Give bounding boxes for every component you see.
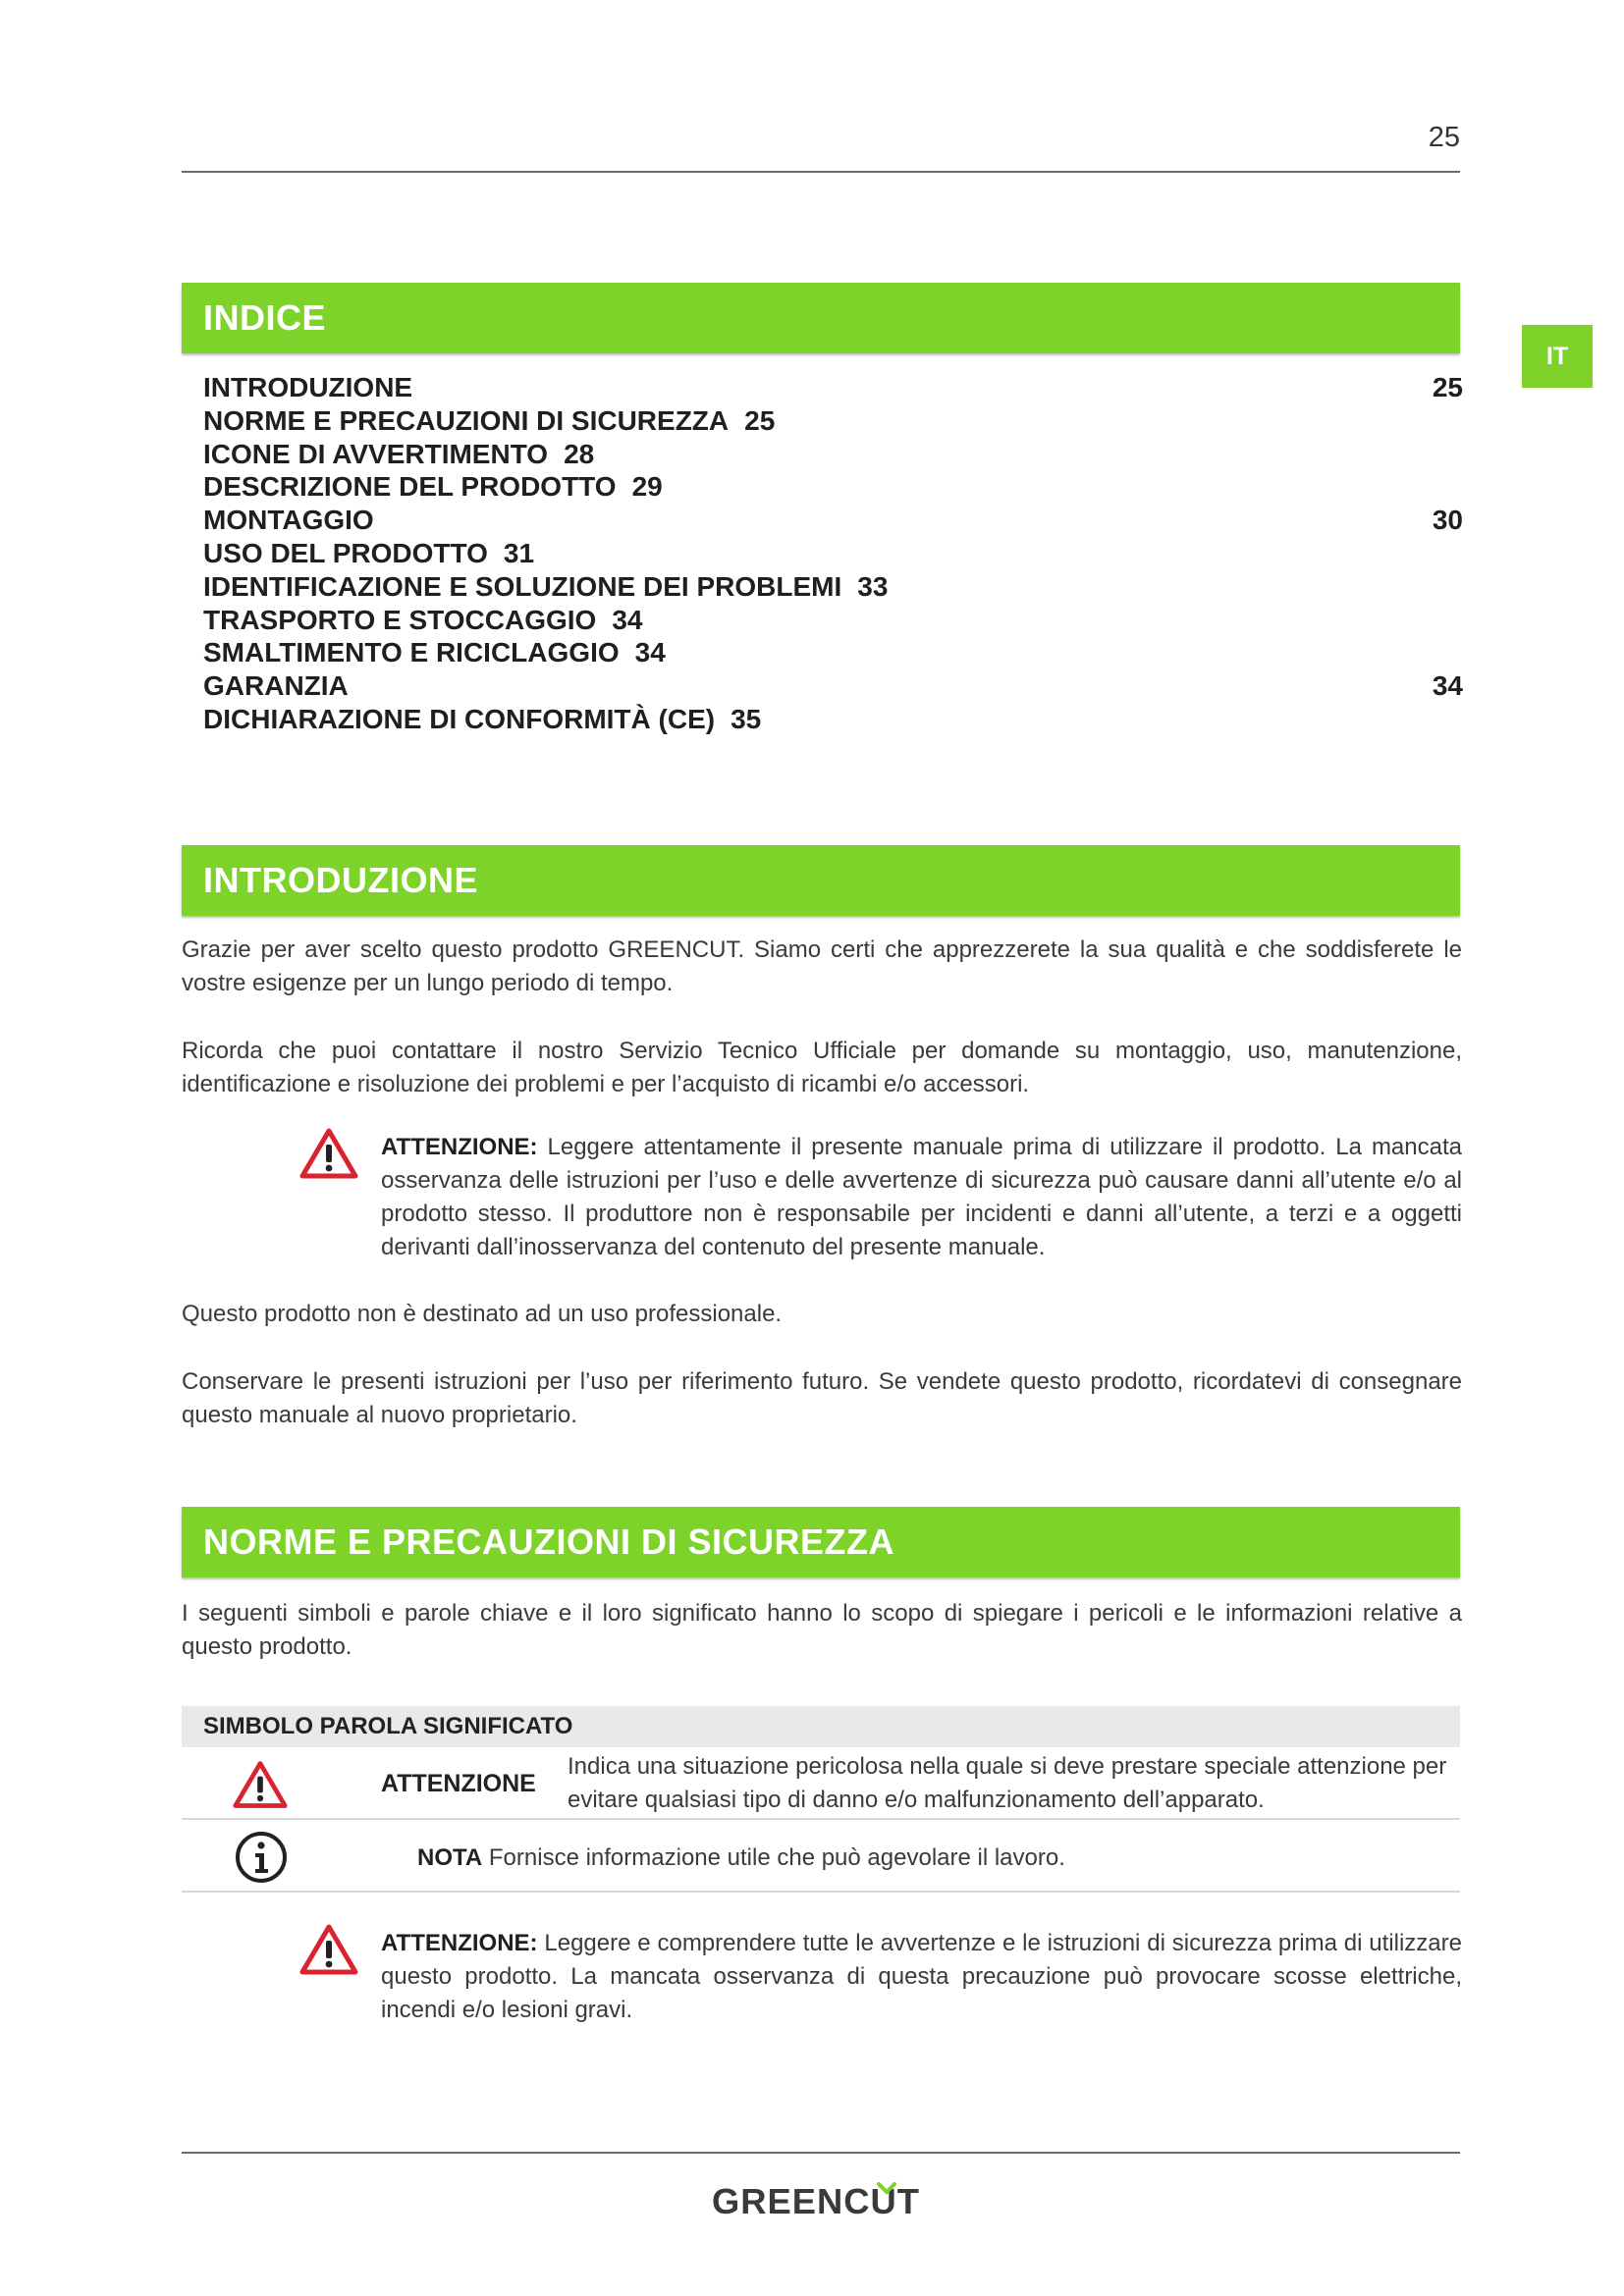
warning-body: Leggere e comprendere tutte le avvertenze e le istruzioni di sicurezza prima di utilizzare questo prodotto. La mancata osservanza di questa precauzione può provocare scosse elettriche, incendi e/o lesioni gravi. [381, 1930, 1462, 2023]
toc-entry-title: USO DEL PRODOTTO [203, 537, 488, 568]
keyword-attenzione: ATTENZIONE [381, 1770, 536, 1797]
greencut-logo [712, 2181, 928, 2220]
intro-heading: INTRODUZIONE [182, 845, 1460, 916]
safety-warning-text [381, 1927, 1462, 2027]
toc-entry-title: TRASPORTO E STOCCAGGIO [203, 604, 597, 635]
toc-entry[interactable] [203, 669, 1463, 703]
toc-entry-title: ICONE DI AVVERTIMENTO [203, 438, 549, 469]
page-number: 25 [1428, 122, 1460, 153]
toc-entry-page: 35 [731, 703, 762, 734]
keyword-nota: NOTA [417, 1844, 483, 1871]
intro-paragraph-3: Questo prodotto non è destinato ad un uso professionale. [182, 1301, 783, 1327]
intro-warning-text [381, 1131, 1462, 1264]
footer-rule [182, 2152, 1460, 2154]
toc-entry-page: 30 [1432, 505, 1463, 536]
warning-triangle-icon [298, 1923, 359, 1976]
toc-entry-page: 25 [1432, 372, 1463, 402]
toc-entry[interactable] [203, 570, 1463, 604]
toc-entry-title: GARANZIA [203, 670, 349, 702]
toc-entry-page: 28 [564, 438, 595, 469]
intro-paragraph-1: Grazie per aver scelto questo prodotto GREENCUT. Siamo certi che apprezzerete la sua qualità e che soddisferete le vostre esigenze per un lungo periodo di tempo. [182, 936, 1462, 996]
toc-entry[interactable] [203, 636, 1463, 669]
meaning-nota [417, 1842, 1399, 1875]
header-rule [182, 171, 1460, 173]
intro-warning [298, 1131, 1462, 1264]
toc-entry-title: MONTAGGIO [203, 505, 374, 536]
logo-text: GREENCUT [712, 2181, 920, 2220]
meaning-nota-text: Fornisce informazione utile che può agevolare il lavoro. [482, 1844, 1065, 1871]
toc-entry[interactable] [203, 470, 1463, 504]
warning-triangle-icon [232, 1757, 289, 1812]
table-of-contents [203, 371, 1463, 736]
toc-entry[interactable] [203, 371, 1463, 404]
warning-label: ATTENZIONE: [381, 1930, 538, 1956]
toc-entry-page: 25 [744, 404, 776, 436]
intro-paragraph-4: Conservare le presenti istruzioni per l’uso per riferimento futuro. Se vendete questo prodotto, ricordatevi di consegnare questo manuale al nuovo proprietario. [182, 1368, 1462, 1428]
symbol-table-header: SIMBOLO PAROLA SIGNIFICATO [182, 1706, 1460, 1747]
safety-intro: I seguenti simboli e parole chiave e il loro significato hanno lo scopo di spiegare i pericoli e le informazioni relative a questo prodotto. [182, 1600, 1462, 1660]
table-row-divider [182, 1818, 1460, 1820]
language-tab: IT [1522, 325, 1593, 388]
table-row-divider [182, 1891, 1460, 1893]
toc-entry-title: DESCRIZIONE DEL PRODOTTO [203, 471, 617, 503]
toc-entry-page: 34 [1432, 670, 1463, 702]
toc-entry-title: SMALTIMENTO E RICICLAGGIO [203, 637, 620, 668]
toc-entry-title: DICHIARAZIONE DI CONFORMITÀ (CE) [203, 703, 716, 734]
toc-heading: INDICE [182, 283, 1460, 353]
toc-entry[interactable] [203, 604, 1463, 637]
toc-entry-page: 29 [631, 471, 663, 503]
toc-entry[interactable] [203, 404, 1463, 438]
meaning-attenzione: Indica una situazione pericolosa nella quale si deve prestare speciale attenzione per evitare qualsiasi tipo di danno e/o malfunzionamento dell’apparato. [568, 1753, 1447, 1813]
toc-entry[interactable] [203, 504, 1463, 537]
safety-warning [298, 1927, 1462, 2027]
toc-entry-page: 34 [612, 604, 643, 635]
intro-paragraph-2: Ricorda che puoi contattare il nostro Servizio Tecnico Ufficiale per domande su montaggio, uso, manutenzione, identificazione e risoluzione dei problemi e per l’acquisto di ricambi e/o accessori. [182, 1038, 1462, 1097]
toc-entry[interactable] [203, 537, 1463, 570]
toc-entry-title: IDENTIFICAZIONE E SOLUZIONE DEI PROBLEMI [203, 570, 842, 602]
toc-entry-page: 31 [503, 537, 535, 568]
warning-triangle-icon [298, 1127, 359, 1180]
toc-entry-page: 34 [634, 637, 666, 668]
info-circle-icon [233, 1830, 290, 1885]
toc-entry[interactable] [203, 438, 1463, 471]
toc-entry-title: INTRODUZIONE [203, 372, 413, 402]
toc-entry[interactable] [203, 703, 1463, 736]
safety-heading: NORME E PRECAUZIONI DI SICUREZZA [182, 1507, 1460, 1577]
warning-body: Leggere attentamente il presente manuale prima di utilizzare il prodotto. La mancata osservanza delle istruzioni per l’uso e delle avvertenze di sicurezza può causare danni all’utente e/o al prodotto stesso. Il produttore non è responsabile per incidenti e danni all’utente, a terzi e a oggetti derivanti dall’inosservanza del contenuto del presente manuale. [381, 1134, 1462, 1260]
toc-entry-page: 33 [857, 570, 889, 602]
toc-entry-title: NORME E PRECAUZIONI DI SICUREZZA [203, 404, 730, 436]
warning-label: ATTENZIONE: [381, 1134, 538, 1160]
